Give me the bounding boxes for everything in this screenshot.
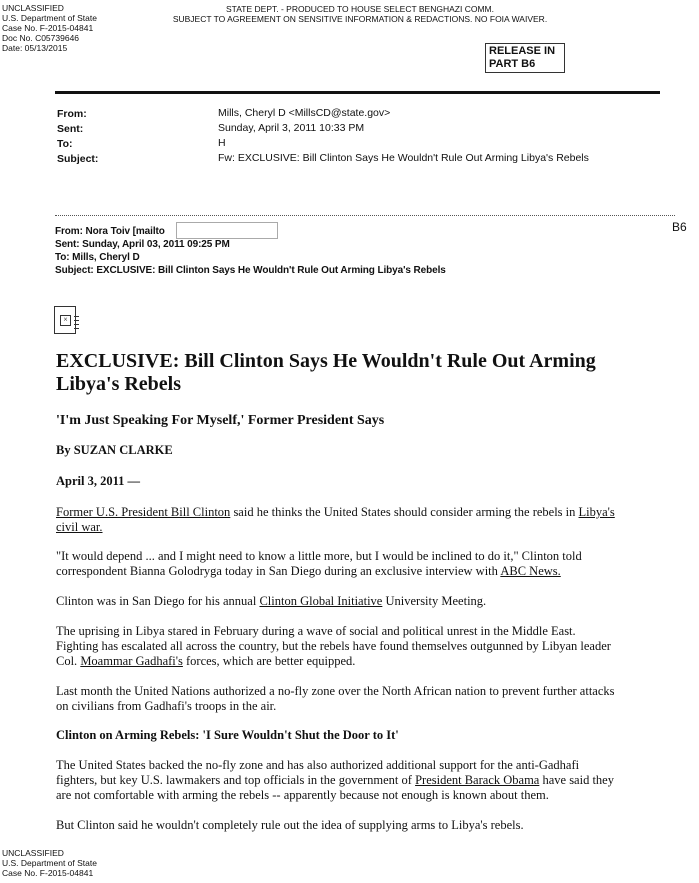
paragraph-4-line3b: forces, which are better equipped. — [182, 654, 356, 668]
release-date: Date: 05/13/2015 — [2, 43, 68, 53]
production-notice-line1: STATE DEPT. - PRODUCED TO HOUSE SELECT BENGHAZI COMM. — [226, 4, 494, 14]
sent-label: Sent: — [57, 123, 84, 135]
redaction-code: B6 — [672, 220, 687, 234]
from-value: Mills, Cheryl D <MillsCD@state.gov> — [218, 107, 391, 119]
footer-case-number: Case No. F-2015-04841 — [2, 868, 94, 878]
subject-value: Fw: EXCLUSIVE: Bill Clinton Says He Wouldn't Rule Out Arming Libya's Rebels — [218, 152, 589, 164]
paragraph-2 — [56, 549, 636, 579]
production-notice-line2: SUBJECT TO AGREEMENT ON SENSITIVE INFORMATION & REDACTIONS. NO FOIA WAIVER. — [172, 14, 548, 24]
footer-stamp — [2, 848, 97, 878]
link-president-barack-obama[interactable]: President Barack Obama — [415, 773, 540, 787]
case-number: Case No. F-2015-04841 — [2, 23, 94, 33]
paragraph-5 — [56, 684, 636, 714]
paragraph-1-text: said he thinks the United States should consider arming the rebels in — [230, 505, 579, 519]
link-libya-civil-war-cont[interactable]: civil war. — [56, 520, 103, 534]
subject-label: Subject: — [57, 153, 99, 165]
headline-line2: Libya's Rebels — [56, 373, 182, 395]
paragraph-4-line2: Fighting has escalated all across the country, but the rebels have found themselves outgunned by Libyan leader — [56, 639, 611, 653]
forwarded-to: To: Mills, Cheryl D — [55, 252, 140, 263]
link-moammar-gadhafi[interactable]: Moammar Gadhafi's — [80, 654, 183, 668]
release-stamp-line1: RELEASE IN — [489, 45, 556, 57]
article-headline — [56, 350, 656, 396]
classification-label: UNCLASSIFIED — [2, 3, 64, 13]
header-stamp — [2, 3, 97, 53]
paragraph-5-line1: Last month the United Nations authorized a no-fly zone over the North African nation to prevent further attacks — [56, 684, 615, 698]
paragraph-4 — [56, 624, 636, 669]
release-stamp — [485, 43, 565, 73]
paragraph-3-text2: University Meeting. — [382, 594, 487, 608]
article-subheadline: 'I'm Just Speaking For Myself,' Former President Says — [56, 413, 385, 428]
header-divider — [55, 91, 660, 94]
sent-value: Sunday, April 3, 2011 10:33 PM — [218, 122, 365, 134]
link-libya-civil-war[interactable]: Libya's — [578, 505, 615, 519]
paragraph-1 — [56, 505, 636, 535]
footer-agency: U.S. Department of State — [2, 858, 97, 868]
paragraph-6-line2a: fighters, but key U.S. lawmakers and top officials in the government of — [56, 773, 416, 787]
forwarded-from: From: Nora Toiv [mailto — [55, 226, 165, 237]
link-abc-news[interactable]: ABC News. — [500, 564, 561, 578]
paragraph-3-text1: Clinton was in San Diego for his annual — [56, 594, 260, 608]
paragraph-6-line1: The United States backed the no-fly zone and has also authorized additional support for the anti-Gadhafi — [56, 758, 580, 772]
forwarded-sent: Sent: Sunday, April 03, 2011 09:25 PM — [55, 239, 230, 250]
redacted-email-box — [176, 222, 278, 239]
link-clinton-global-initiative[interactable]: Clinton Global Initiative — [259, 594, 383, 608]
byline: By SUZAN CLARKE — [56, 443, 173, 457]
paragraph-4-line1: The uprising in Libya stared in February during a wave of social and political unrest in the Middle East. — [56, 624, 576, 638]
doc-number: Doc No. C05739646 — [2, 33, 80, 43]
forward-separator — [55, 215, 675, 216]
link-bill-clinton[interactable]: Former U.S. President Bill Clinton — [56, 505, 231, 519]
paragraph-6-line3: are not comfortable with arming the rebels -- apparently because not enough is known about them. — [56, 788, 549, 802]
forwarded-subject — [55, 265, 446, 276]
broken-image-icon: × — [54, 306, 76, 334]
paragraph-2-line1: "It would depend ... and I might need to know a little more, but I would be inclined to do it," Clinton told — [56, 549, 582, 563]
dateline: April 3, 2011 — — [56, 474, 141, 488]
paragraph-4-line3a: Col. — [56, 654, 81, 668]
paragraph-5-line2: on civilians from Gadhafi's troops in the air. — [56, 699, 277, 713]
paragraph-6 — [56, 758, 636, 803]
to-label: To: — [57, 138, 73, 150]
to-value: H — [218, 137, 226, 149]
release-stamp-line2: PART B6 — [489, 58, 536, 70]
production-notice — [150, 4, 570, 24]
paragraph-7: But Clinton said he wouldn't completely rule out the idea of supplying arms to Libya's rebels. — [56, 818, 524, 832]
footer-classification: UNCLASSIFIED — [2, 848, 64, 858]
paragraph-3 — [56, 594, 636, 609]
headline-line1: EXCLUSIVE: Bill Clinton Says He Wouldn't Rule Out Arming — [56, 350, 596, 372]
paragraph-6-line2b: have said they — [539, 773, 614, 787]
paragraph-2-line2: correspondent Bianna Golodryga today in San Diego during an exclusive interview with — [56, 564, 501, 578]
forwarded-subject-label: Subject: — [55, 265, 94, 276]
forwarded-subject-value: EXCLUSIVE: Bill Clinton Says He Wouldn't Rule Out Arming Libya's Rebels — [96, 265, 446, 276]
from-label: From: — [57, 108, 87, 120]
article-subhead: Clinton on Arming Rebels: 'I Sure Wouldn't Shut the Door to It' — [56, 728, 399, 742]
agency-label: U.S. Department of State — [2, 13, 97, 23]
